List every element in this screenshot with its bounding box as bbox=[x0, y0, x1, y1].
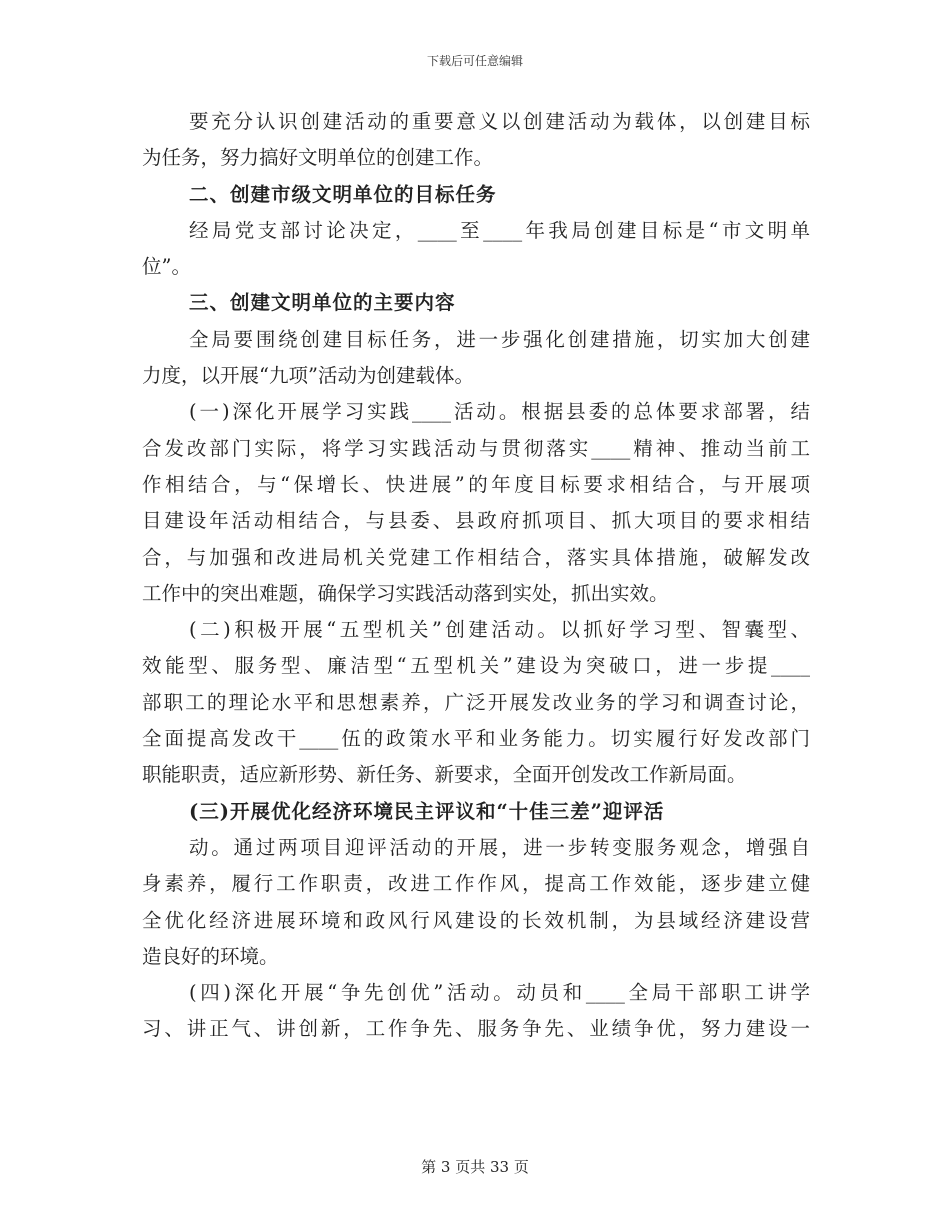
text-line: 要充分认识创建活动的重要意义以创建活动为载体，以创建目标 bbox=[189, 110, 810, 133]
text-line: 造良好的环境。 bbox=[142, 944, 279, 968]
text-line: 位”。 bbox=[142, 255, 191, 279]
document-body bbox=[142, 104, 810, 1048]
text-line: 工作中的突出难题，确保学习实践活动落到实处，抓出实效。 bbox=[142, 581, 669, 605]
text-line: 作相结合，与“保增长、快进展”的年度目标要求相结合，与开展项 bbox=[142, 472, 810, 496]
text-line: (一)深化开展学习实践____活动。根据县委的总体要求部署，结 bbox=[189, 400, 810, 424]
text-line: 部职工的理论水平和思想素养，广泛开展发改业务的学习和调查讨论， bbox=[142, 690, 810, 714]
text-line: 为任务，努力搞好文明单位的创建工作。 bbox=[142, 146, 494, 170]
page-footer: 第 3 页共 33 页 bbox=[421, 1158, 529, 1176]
text-line: 全优化经济进展环境和政风行风建设的长效机制，为县域经济建设营 bbox=[142, 908, 810, 932]
section-heading: 三、创建文明单位的主要内容 bbox=[189, 291, 456, 315]
section-heading: 二、创建市级文明单位的目标任务 bbox=[189, 182, 497, 206]
text-line: 目建设年活动相结合，与县委、县政府抓项目、抓大项目的要求相结 bbox=[142, 509, 810, 533]
text-line: 合发改部门实际，将学习实践活动与贯彻落实____精神、推动当前工 bbox=[142, 436, 810, 460]
section-heading: (三)开展优化经济环境民主评议和“十佳三差”迎评活 bbox=[189, 799, 665, 823]
text-line: 效能型、服务型、廉洁型“五型机关”建设为突破口，进一步提____ bbox=[142, 654, 810, 678]
text-line: (二)积极开展“五型机关”创建活动。以抓好学习型、智囊型、 bbox=[189, 618, 810, 642]
text-line: 习、讲正气、讲创新，工作争先、服务争先、业绩争优，努力建设一 bbox=[142, 1017, 810, 1041]
text-line: 动。通过两项目迎评活动的开展，进一步转变服务观念，增强自 bbox=[189, 835, 810, 859]
text-line: 全面提高发改干____伍的政策水平和业务能力。切实履行好发改部门 bbox=[142, 727, 810, 751]
text-line: 全局要围绕创建目标任务，进一步强化创建措施，切实加大创建 bbox=[189, 327, 810, 351]
text-line: 合，与加强和改进局机关党建工作相结合，落实具体措施，破解发改 bbox=[142, 545, 810, 569]
text-line: 经局党支部讨论决定，____至____年我局创建目标是“市文明单 bbox=[189, 218, 810, 242]
text-line: 身素养，履行工作职责，改进工作作风，提高工作效能，逐步建立健 bbox=[142, 872, 810, 896]
text-line: 职能职责，适应新形势、新任务、新要求，全面开创发改工作新局面。 bbox=[142, 763, 747, 787]
text-line: (四)深化开展“争先创优”活动。动员和____全局干部职工讲学 bbox=[189, 981, 810, 1005]
page-header: 下载后可任意编辑 bbox=[426, 54, 523, 68]
text-line: 力度，以开展“九项”活动为创建载体。 bbox=[142, 364, 474, 388]
